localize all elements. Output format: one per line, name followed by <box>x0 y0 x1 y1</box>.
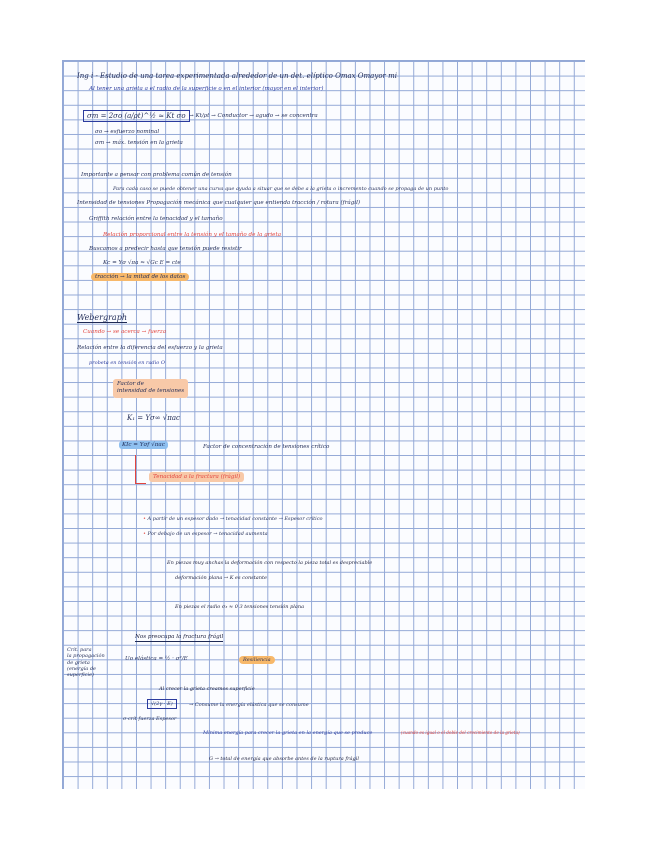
note-line: σo → esfuerzo nominal <box>95 129 160 135</box>
formula-k1: K₁ = Yσ∞ √πac <box>127 414 180 422</box>
note-line: Cuando → se acerca → fuerza <box>83 329 167 335</box>
highlighted-note: Tenacidad a la fractura (frágil) <box>149 475 244 481</box>
note-line: Intensidad de tensiones Propagación mecánica que cualquier que entienda tracción / rotura (frágil) <box>77 200 361 206</box>
highlighted-note: tracción → la mitad de los datos <box>91 275 189 281</box>
note-line: → Kt/ρt → Conductor → agudo → se concentra <box>189 113 318 119</box>
arrow-connector <box>135 455 146 484</box>
note-line: Griffith relación entre la tenacidad y el tamaño <box>89 216 223 222</box>
note-line: probeta en tensión en radio O <box>89 360 165 366</box>
formula-surface: √(2γ · E) <box>147 702 177 707</box>
note-line: → Consume la energía elástica que se consume <box>189 702 309 708</box>
note-line: Al tener una grieta a el radio de la superficie o en el interior (mayor en el interior) <box>89 86 324 92</box>
side-note: Crit. para la propagación de grieta (energía de superficie) <box>67 647 105 678</box>
highlighted-formula: KIc = Yσf √πac <box>119 443 168 449</box>
annotation: σ·crit fuerza Espesor <box>123 716 177 722</box>
notebook-page <box>62 60 585 789</box>
formula-box: σm = 2σo (a/ρt)^½ ≈ Kt σo <box>83 110 190 122</box>
formula-kc: Kc = Yσ √πa ≈ √Gc E = cte <box>103 260 181 266</box>
note-line: En piezas muy anchas la deformación con respecto la pieza total es despreciable <box>167 560 373 566</box>
highlighted-note: Resiliencia <box>239 658 275 663</box>
note-line: Ing i - Estudio de una tarea experimentada alrededor de un det. elíptico Omax Omayor mi <box>77 72 397 80</box>
note-line: Relación proporcional entre la tensión y el tamaño de la grieta <box>103 232 282 238</box>
section-heading: Nos preocupa la fractura frágil <box>135 634 224 640</box>
bullet-note: • Por debajo de un espesor → tenacidad aumenta <box>143 531 268 537</box>
note-line: σm → máx. tensión en la grieta <box>95 140 183 146</box>
highlighted-note: Factor de intensidad de tensiones <box>113 379 188 398</box>
formula-stress-max <box>83 113 190 120</box>
note-line: Para cada caso se puede obtener una curva que ayuda a situar que se debe a la grieta o incremento cuando se propaga de un punto <box>113 186 449 192</box>
note-line: deformación plana → K es constante <box>175 575 267 581</box>
formula-elastic-energy: Uo elástica = ½ · σ²/E <box>125 656 188 662</box>
bullet-note: • A partir de un espesor dado → tenacidad constante → Espesor crítico <box>143 516 323 522</box>
note-line: Buscamos a predecir hasta que tensión puede resistir <box>89 246 242 252</box>
note-line: Relación entre la diferencia del esfuerzo y la grieta <box>77 345 223 351</box>
note-line: En piezas el radio σ₃ ≈ 0 3 tensiones tensión plana <box>175 604 305 610</box>
section-heading: Webergraph <box>77 313 127 322</box>
note-line: Importante a pensar con problema común de tensión <box>81 172 232 178</box>
note-line: Mínima energía para crecer la grieta en la energía que se produce <box>203 730 373 736</box>
note-line: G → total de energía que absorbe antes de la ruptura frágil <box>209 756 359 762</box>
note-line: (cuando es igual o el doble del crecimiento de la grieta) <box>401 730 520 735</box>
note-line: Al crecer la grieta creamos superficie <box>159 686 255 692</box>
note-line: Factor de concentración de tensiones crítico <box>203 444 330 450</box>
